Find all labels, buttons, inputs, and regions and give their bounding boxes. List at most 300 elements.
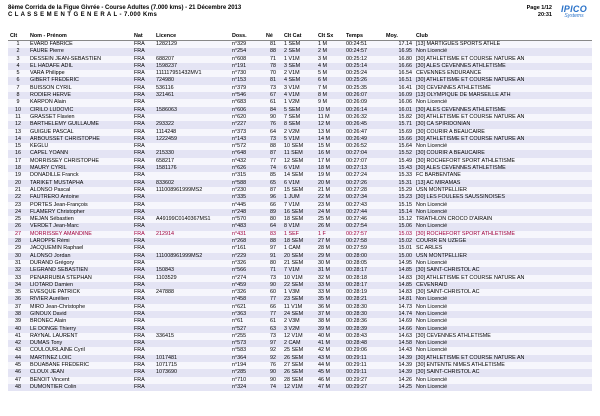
cell-speed: 14.39 [384,355,414,362]
cell-name: COULOURLAINE Cyril [28,347,132,354]
cell-licence: 150843 [154,267,230,274]
cell-nat: FRA [132,216,154,223]
cell-rank: 11 [8,114,28,121]
cell-rank: 12 [8,121,28,128]
cell-nat: FRA [132,85,154,92]
cell-licence [154,326,230,333]
cell-speed: 16.01 [384,107,414,114]
cell-rank: 14 [8,136,28,143]
cell-nat: FRA [132,289,154,296]
cell-rank: 16 [8,150,28,157]
cell-born: 80 [264,260,282,267]
cell-bib: n°648 [230,150,264,157]
cell-bib: n°626 [230,165,264,172]
cell-rank: 27 [8,231,28,238]
cell-cat-rank: 18 SEM [282,216,316,223]
cell-speed: 15.14 [384,209,414,216]
cell-sex-rank: 22 M [316,194,344,201]
table-row [8,355,592,362]
cell-club: [30] ALES CEVENNES ATHLETISME [414,107,592,114]
cell-born: 84 [264,107,282,114]
cell-speed: 16.41 [384,85,414,92]
cell-cat-rank: 25 SEM [282,347,316,354]
cell-rank: 29 [8,245,28,252]
cell-cat-rank: 1 JUM [282,194,316,201]
cell-born: 64 [264,129,282,136]
cell-club: [30] ALES CEVENNES ATHLETISME [414,63,592,70]
cell-cat-rank: 4 SEM [282,77,316,84]
cell-rank: 42 [8,340,28,347]
cell-bib: n°570 [230,216,264,223]
cell-bib: n°621 [230,304,264,311]
cell-sex-rank: 14 M [316,136,344,143]
cell-name: KEGLU [28,143,132,150]
cell-cat-rank: 20 SEM [282,253,316,260]
cell-speed: 14.74 [384,311,414,318]
cell-name: BARTHELEMY GUILLAUME [28,121,132,128]
cell-licence [154,340,230,347]
cell-nat: FRA [132,194,154,201]
cell-speed: 16.95 [384,48,414,55]
cell-speed: 14.58 [384,340,414,347]
col-header-nat: Nat [132,31,154,41]
cell-sex-rank: 11 M [316,114,344,121]
cell-name: EVESQUE PATRICK [28,289,132,296]
table-row [8,92,592,99]
cell-cat-rank: 5 SEM [282,107,316,114]
cell-time: 00:27:13 [344,165,384,172]
cell-bib: n°143 [230,136,264,143]
cell-speed: 15.64 [384,143,414,150]
cell-cat-rank: 15 SEM [282,187,316,194]
cell-nat: FRA [132,238,154,245]
cell-time: 00:27:04 [344,150,384,157]
cell-nat: FRA [132,362,154,369]
cell-rank: 31 [8,260,28,267]
cell-club: [30] SAINT-CHRISTOL AC [414,369,592,376]
cell-born: 77 [264,158,282,165]
cell-born: 88 [264,48,282,55]
cell-sex-rank: 4 M [316,63,344,70]
cell-born: 77 [264,311,282,318]
cell-club: CEVENRAID [414,282,592,289]
cell-club: [30] ATHLETISME ET COURSE NATURE AN [414,77,592,84]
cell-nat: FRA [132,296,154,303]
cell-cat-rank: 1 V2M [282,99,316,106]
cell-cat-rank: 4 V1M [282,92,316,99]
cell-speed: 14.83 [384,275,414,282]
cell-nat: FRA [132,253,154,260]
cell-rank: 33 [8,275,28,282]
cell-cat-rank: 12 SEM [282,158,316,165]
table-row [8,275,592,282]
cell-speed: 16.80 [384,56,414,63]
cell-name: MEJAN Sébastien [28,216,132,223]
cell-cat-rank: 6 V1M [282,180,316,187]
table-row [8,318,592,325]
cell-rank: 43 [8,347,28,354]
cell-name: ARBOUSSET CHRISTOPHE [28,136,132,143]
cell-cat-rank: 24 SEM [282,311,316,318]
cell-speed: 15.02 [384,238,414,245]
cell-name: DUMAS Tony [28,340,132,347]
cell-name: GRASSET Flavien [28,114,132,121]
cell-club: Non Licencié [414,223,592,230]
cell-club: Non Licencié [414,202,592,209]
cell-cat-rank: 5 V1M [282,136,316,143]
cell-name: BUISSON CYRIL [28,85,132,92]
cell-time: 00:26:09 [344,99,384,106]
cell-bib: n°379 [230,85,264,92]
cell-rank: 8 [8,92,28,99]
cell-time: 00:27:59 [344,245,384,252]
cell-sex-rank: 31 M [316,267,344,274]
cell-nat: FRA [132,231,154,238]
cell-speed: 14.66 [384,326,414,333]
cell-bib: n°335 [230,194,264,201]
cell-rank: 34 [8,282,28,289]
cell-time: 00:27:34 [344,194,384,201]
cell-name: TARIKET MUSTAPHA [28,180,132,187]
cell-licence: 1103529 [154,275,230,282]
table-row [8,56,592,63]
cell-born: 78 [264,63,282,70]
cell-rank: 47 [8,377,28,384]
cell-licence [154,238,230,245]
cell-sex-rank: 47 M [316,384,344,391]
cell-name: BOUABANE FREDERIC [28,362,132,369]
cell-name: RODIER HERVE [28,92,132,99]
cell-bib: n°194 [230,362,264,369]
cell-cat-rank: 2 V3M [282,318,316,325]
cell-bib: n°527 [230,326,264,333]
cell-time: 00:27:57 [344,231,384,238]
cell-rank: 19 [8,172,28,179]
cell-rank: 13 [8,129,28,136]
cell-time: 00:27:46 [344,216,384,223]
cell-licence: 833602 [154,180,230,187]
cell-name: ALONSO Pascal [28,187,132,194]
cell-cat-rank: 11 SEM [282,150,316,157]
cell-born: 90 [264,369,282,376]
cell-licence: 111117951432MV1 [154,70,230,77]
cell-club: [30] COURIR A BEAUCAIRE [414,129,592,136]
cell-time: 00:28:36 [344,318,384,325]
cell-nat: FRA [132,143,154,150]
cell-rank: 35 [8,289,28,296]
cell-rank: 24 [8,209,28,216]
cell-cat-rank: 1 V3M [282,289,316,296]
table-row [8,282,592,289]
cell-licence [154,282,230,289]
cell-cat-rank: 8 V1M [282,223,316,230]
cell-time: 00:28:30 [344,304,384,311]
cell-cat-rank: 10 V1M [282,275,316,282]
cell-cat-rank: 1 V1M [282,56,316,63]
cell-sex-rank: 9 M [316,99,344,106]
cell-speed: 14.81 [384,296,414,303]
cell-rank: 38 [8,311,28,318]
cell-nat: FRA [132,158,154,165]
cell-nat: FRA [132,267,154,274]
header-row [8,31,592,41]
cell-time: 00:25:14 [344,63,384,70]
table-row [8,129,592,136]
cell-rank: 48 [8,384,28,391]
cell-sex-rank: 13 M [316,129,344,136]
cell-speed: 14.25 [384,384,414,391]
cell-rank: 45 [8,362,28,369]
cell-nat: FRA [132,114,154,121]
cell-licence [154,347,230,354]
cell-sex-rank: 30 M [316,260,344,267]
cell-born: 64 [264,223,282,230]
cell-born: 92 [264,347,282,354]
table-row [8,150,592,157]
cell-sex-rank: 32 M [316,275,344,282]
cell-speed: 15.49 [384,158,414,165]
table-row [8,172,592,179]
cell-club: FC BARBENTANE [414,172,592,179]
cell-club: USN MONTPELLIER [414,187,592,194]
table-row [8,245,592,252]
cell-club: [30] CEVENNES ATHLETISME [414,333,592,340]
cell-cat-rank: 1 CAM [282,245,316,252]
cell-bib: n°431 [230,231,264,238]
cell-name: LAROPPE Rémi [28,238,132,245]
table-row [8,231,592,238]
logo-wordmark: IPICO [560,4,587,14]
table-row [8,48,592,55]
cell-nat: FRA [132,77,154,84]
cell-licence: 688207 [154,56,230,63]
cell-sex-rank: 33 M [316,289,344,296]
cell-sex-rank: 41 M [316,340,344,347]
cell-time: 00:25:12 [344,56,384,63]
cell-time: 00:28:05 [344,260,384,267]
cell-cat-rank: 27 SEM [282,362,316,369]
cell-club: Non Licencié [414,347,592,354]
cell-nat: FRA [132,48,154,55]
cell-rank: 36 [8,296,28,303]
cell-nat: FRA [132,172,154,179]
cell-sex-rank: 43 M [316,355,344,362]
cell-sex-rank: 16 M [316,150,344,157]
cell-rank: 20 [8,180,28,187]
col-header-club: Club [414,31,592,41]
cell-time: 00:29:11 [344,355,384,362]
cell-nat: FRA [132,223,154,230]
table-row [8,253,592,260]
cell-bib: n°255 [230,333,264,340]
cell-born: 73 [264,275,282,282]
cell-born: 66 [264,304,282,311]
cell-cat-rank: 16 SEM [282,209,316,216]
cell-sex-rank: 25 M [316,216,344,223]
cell-name: EVARD FABRICE [28,41,132,49]
cell-licence: 1017481 [154,355,230,362]
cell-born: 91 [264,253,282,260]
cell-born: 74 [264,165,282,172]
cell-born: 71 [264,56,282,63]
results-body [8,41,592,392]
cell-time: 00:28:17 [344,267,384,274]
cell-cat-rank: 3 V2M [282,326,316,333]
cell-club: Non Licencié [414,296,592,303]
cell-nat: FRA [132,347,154,354]
cell-time: 00:28:00 [344,253,384,260]
cell-bib: n°573 [230,340,264,347]
cell-licence [154,143,230,150]
cell-cat-rank: 6 V1M [282,165,316,172]
cell-nat: FRA [132,377,154,384]
cell-sex-rank: 15 M [316,143,344,150]
cell-licence: A49199C0140367MS1 [154,216,230,223]
cell-cat-rank: 12 V1M [282,333,316,340]
cell-licence: 293322 [154,121,230,128]
cell-sex-rank: 40 M [316,333,344,340]
cell-nat: FRA [132,245,154,252]
cell-born: 97 [264,245,282,252]
col-header-time: Temps [344,31,384,41]
cell-club: Non Licencié [414,340,592,347]
cell-born: 83 [264,231,282,238]
cell-nat: FRA [132,282,154,289]
cell-born: 81 [264,41,282,49]
cell-speed: 14.85 [384,267,414,274]
cell-time: 00:28:43 [344,333,384,340]
cell-sex-rank: 19 M [316,172,344,179]
cell-name: KARPON Alain [28,99,132,106]
cell-born: 90 [264,377,282,384]
cell-club: [30] ATHLETISME ET COURSE NATURE AN [414,136,592,143]
cell-time: 00:25:26 [344,77,384,84]
cell-name: LE DONGE Thierry [28,326,132,333]
cell-club: CEVENNES ENDURANCE [414,70,592,77]
cell-name: ALONSO Jordan [28,253,132,260]
cell-speed: 15.29 [384,187,414,194]
cell-born: 73 [264,333,282,340]
cell-speed: 14.95 [384,260,414,267]
cell-bib: n°329 [230,41,264,49]
cell-time: 00:26:14 [344,107,384,114]
cell-nat: FRA [132,275,154,282]
cell-rank: 44 [8,355,28,362]
cell-born: 71 [264,267,282,274]
cell-speed: 14.26 [384,377,414,384]
cell-name: FAURE Pierre [28,48,132,55]
cell-bib: n°227 [230,121,264,128]
cell-rank: 21 [8,187,28,194]
cell-licence [154,296,230,303]
cell-club: [30] SAINT-CHRISTOL AC [414,267,592,274]
cell-born: 81 [264,77,282,84]
cell-sex-rank: 6 M [316,77,344,84]
cell-speed: 15.43 [384,165,414,172]
cell-sex-rank: 7 M [316,85,344,92]
cell-cat-rank: 7 V1M [282,267,316,274]
cell-nat: FRA [132,129,154,136]
cell-bib: n°274 [230,275,264,282]
cell-sex-rank: 45 M [316,369,344,376]
cell-club: [13] OLYMPIQUE DE MARSEILLE ATH [414,92,592,99]
table-row [8,187,592,194]
cell-born: 61 [264,99,282,106]
cell-rank: 22 [8,194,28,201]
cell-licence: 658217 [154,158,230,165]
cell-club: [30] ATHLETISME ET COURSE NATURE AN [414,56,592,63]
cell-name: GUIGUE PASCAL [28,129,132,136]
cell-licence [154,260,230,267]
cell-rank: 25 [8,216,28,223]
cell-bib: n°588 [230,180,264,187]
cell-sex-rank: 29 M [316,253,344,260]
cell-speed: 14.43 [384,347,414,354]
cell-name: DURAND Grégory [28,260,132,267]
cell-rank: 6 [8,77,28,84]
cell-time: 00:26:45 [344,121,384,128]
cell-name: CLOUX JEAN [28,369,132,376]
cell-cat-rank: 7 SEM [282,114,316,121]
cell-bib: n°445 [230,202,264,209]
table-row [8,347,592,354]
cell-born: 60 [264,289,282,296]
cell-licence: 111008961999MS2 [154,187,230,194]
cell-speed: 14.83 [384,289,414,296]
cell-bib: n°483 [230,223,264,230]
cell-licence: 1222459 [154,136,230,143]
cell-born: 90 [264,114,282,121]
cell-bib: n°248 [230,209,264,216]
cell-bib: n°459 [230,282,264,289]
cell-cat-rank: 28 SEM [282,377,316,384]
cell-born: 67 [264,92,282,99]
cell-bib: n°606 [230,107,264,114]
cell-nat: FRA [132,260,154,267]
table-row [8,260,592,267]
col-header-rank: Clt [8,31,28,41]
cell-bib: n°572 [230,143,264,150]
col-header-speed: Moy. [384,31,414,41]
cell-nat: FRA [132,326,154,333]
cell-born: 88 [264,238,282,245]
cell-name: PENARRUBIA STEPHAN [28,275,132,282]
cell-name: PORTES Jean-François [28,202,132,209]
cell-speed: 16.66 [384,63,414,70]
cell-sex-rank: 28 M [316,245,344,252]
cell-bib: n°285 [230,369,264,376]
cell-bib: n°229 [230,253,264,260]
cell-name: RAYNAL LAURENT [28,333,132,340]
cell-time: 00:27:07 [344,158,384,165]
cell-sex-rank: 33 M [316,282,344,289]
cell-cat-rank: 21 SEM [282,260,316,267]
cell-bib: n°268 [230,238,264,245]
cell-cat-rank: 10 SEM [282,143,316,150]
cell-name: MORRISSEY AMANDINE [28,231,132,238]
cell-sex-rank: 24 M [316,209,344,216]
cell-sex-rank: 20 M [316,180,344,187]
cell-rank: 30 [8,253,28,260]
cell-speed: 15.03 [384,231,414,238]
table-row [8,41,592,49]
cell-time: 00:27:28 [344,187,384,194]
cell-born: 87 [264,187,282,194]
ipico-logo [556,4,592,20]
cell-rank: 9 [8,99,28,106]
cell-name: DESSEIN JEAN-SEBASTIEN [28,56,132,63]
cell-rank: 10 [8,107,28,114]
